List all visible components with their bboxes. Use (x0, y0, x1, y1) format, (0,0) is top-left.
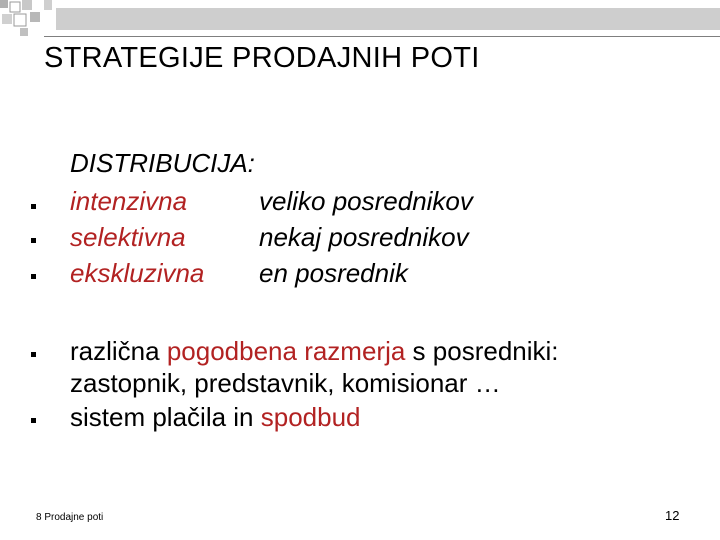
highlight-text: pogodbena razmerja (166, 336, 406, 366)
distribution-meaning: en posrednik (259, 258, 408, 288)
distribution-meaning: nekaj posrednikov (259, 222, 469, 252)
bullet-icon (31, 418, 36, 423)
distribution-type: ekskluzivna (70, 258, 205, 288)
bullet-icon (31, 204, 36, 209)
distribution-type: selektivna (70, 222, 186, 252)
bullet-icon (31, 238, 36, 243)
list-item (0, 222, 720, 256)
text-segment: sistem plačila in (70, 402, 261, 432)
bullet-icon (31, 274, 36, 279)
payment-text (70, 402, 361, 433)
highlight-text: spodbud (260, 402, 361, 432)
list-item (0, 186, 720, 220)
corner-decoration (0, 0, 720, 40)
distribution-meaning: veliko posrednikov (259, 186, 473, 216)
page-number: 12 (665, 508, 680, 523)
footer-label: 8 Prodajne poti (36, 512, 104, 523)
text-segment: s posredniki: (405, 336, 559, 366)
text-segment: različna (70, 336, 167, 366)
distribution-type: intenzivna (70, 186, 188, 216)
bullet-icon (31, 352, 36, 357)
contract-text (70, 336, 559, 367)
contract-text-continued: zastopnik, predstavnik, komisionar … (70, 368, 501, 398)
distribution-heading: DISTRIBUCIJA: (70, 148, 255, 178)
list-item (0, 336, 720, 370)
list-item (0, 258, 720, 292)
list-item (0, 402, 720, 436)
page-title: STRATEGIJE PRODAJNIH POTI (44, 42, 480, 74)
title-divider (44, 36, 720, 37)
